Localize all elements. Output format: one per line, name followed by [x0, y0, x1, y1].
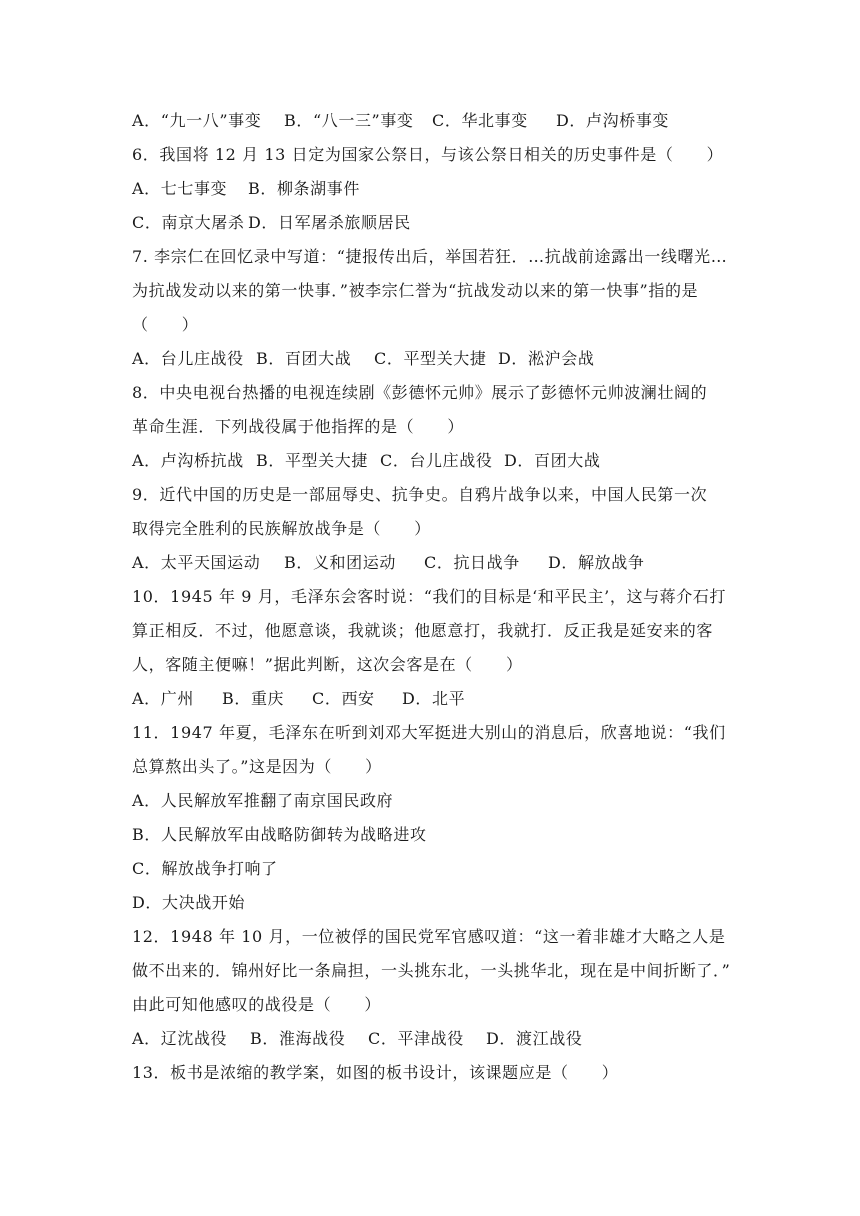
q9-stem-line-1: 9．近代中国的历史是一部屈辱史、抗争史。自鸦片战争以来，中国人民第一次	[132, 485, 708, 504]
q11-stem-line-1: 11．1947 年夏，毛泽东在听到刘邓大军挺进大别山的消息后，欣喜地说：“我们	[132, 723, 726, 742]
q11-option-d: D．大决战开始	[132, 893, 246, 912]
q6-option-b: B．柳条湖事件	[248, 179, 360, 198]
q7-option-b: B．百团大战	[256, 349, 352, 368]
q12-stem-line-3: 由此可知他感叹的战役是（ ）	[132, 995, 382, 1014]
q10-options	[132, 687, 732, 711]
q12-option-c: C．平津战役	[368, 1029, 464, 1048]
q6-stem: 6．我国将 12 月 13 日定为国家公祭日，与该公祭日相关的历史事件是（ ）	[132, 145, 724, 164]
q8-option-a: A．卢沟桥抗战	[132, 451, 244, 470]
q12-option-a: A．辽沈战役	[132, 1029, 228, 1048]
q8-options	[132, 449, 732, 473]
q11-option-c: C．解放战争打响了	[132, 859, 278, 878]
q9-option-d: D．解放战争	[548, 553, 645, 572]
q8-option-b: B．平型关大捷	[256, 451, 368, 470]
q5-option-c: C．华北事变	[432, 111, 528, 130]
q10-stem-line-3: 人，客随主便嘛！”据此判断，这次会客是在（ ）	[132, 655, 523, 674]
q13-stem: 13．板书是浓缩的教学案，如图的板书设计，该课题应是（ ）	[132, 1063, 619, 1082]
q6-option-c: C．南京大屠杀	[132, 213, 245, 232]
q10-option-b: B．重庆	[222, 689, 285, 708]
q7-stem-line-3: （ ）	[132, 315, 199, 334]
q8-stem-line-1: 8．中央电视台热播的电视连续剧《彭德怀元帅》展示了彭德怀元帅波澜壮阔的	[132, 383, 708, 402]
q10-stem-line-2: 算正相反．不过，他愿意谈，我就谈；他愿意打，我就打．反正我是延安来的客	[132, 621, 714, 640]
q12-option-d: D．渡江战役	[486, 1029, 583, 1048]
q12-stem-line-2: 做不出来的．锦州好比一条扁担，一头挑东北，一头挑华北，现在是中间折断了．”	[132, 961, 731, 980]
q7-option-c: C．平型关大捷	[374, 349, 487, 368]
q7-stem-line-2: 为抗战发动以来的第一快事．”被李宗仁誉为“抗战发动以来的第一快事”指的是	[132, 281, 699, 300]
q8-stem-line-2: 革命生涯．下列战役属于他指挥的是（ ）	[132, 417, 465, 436]
q7-option-d: D．淞沪会战	[498, 349, 595, 368]
q10-option-c: C．西安	[312, 689, 375, 708]
q10-option-a: A．广州	[132, 689, 194, 708]
q5-options	[132, 109, 732, 133]
q9-option-a: A．太平天国运动	[132, 553, 261, 572]
q12-options	[132, 1027, 732, 1051]
q6-options-row-1	[132, 177, 732, 201]
q5-option-d: D．卢沟桥事变	[556, 111, 670, 130]
q11-option-a: A．人民解放军推翻了南京国民政府	[132, 791, 394, 810]
q7-options	[132, 347, 732, 371]
q10-option-d: D．北平	[402, 689, 466, 708]
q9-stem-line-2: 取得完全胜利的民族解放战争是（ ）	[132, 519, 431, 538]
q8-option-d: D．百团大战	[504, 451, 601, 470]
q6-option-a: A．七七事变	[132, 179, 228, 198]
q7-stem-line-1: 7. 李宗仁在回忆录中写道：“捷报传出后，举国若狂．…抗战前途露出一线曙光…	[132, 247, 728, 266]
q11-stem-line-2: 总算熬出头了。”这是因为（ ）	[132, 757, 382, 776]
q9-option-c: C．抗日战争	[424, 553, 520, 572]
q8-option-c: C．台儿庄战役	[380, 451, 493, 470]
q9-options	[132, 551, 732, 575]
q10-stem-line-1: 10．1945 年 9 月，毛泽东会客时说：“我们的目标是‘和平民主’，这与蒋介石打	[132, 587, 727, 606]
q6-options-row-2	[132, 211, 732, 235]
q7-option-a: A．台儿庄战役	[132, 349, 244, 368]
q6-option-d: D．日军屠杀旅顺居民	[248, 213, 411, 232]
q12-stem-line-1: 12．1948 年 10 月，一位被俘的国民党军官感叹道：“这一着非雄才大略之人是	[132, 927, 726, 946]
q5-option-b: B．“八一三”事变	[284, 111, 414, 130]
q9-option-b: B．义和团运动	[284, 553, 396, 572]
q12-option-b: B．淮海战役	[250, 1029, 346, 1048]
q5-option-a: A．“九一八”事变	[132, 111, 262, 130]
q11-option-b: B．人民解放军由战略防御转为战略进攻	[132, 825, 427, 844]
